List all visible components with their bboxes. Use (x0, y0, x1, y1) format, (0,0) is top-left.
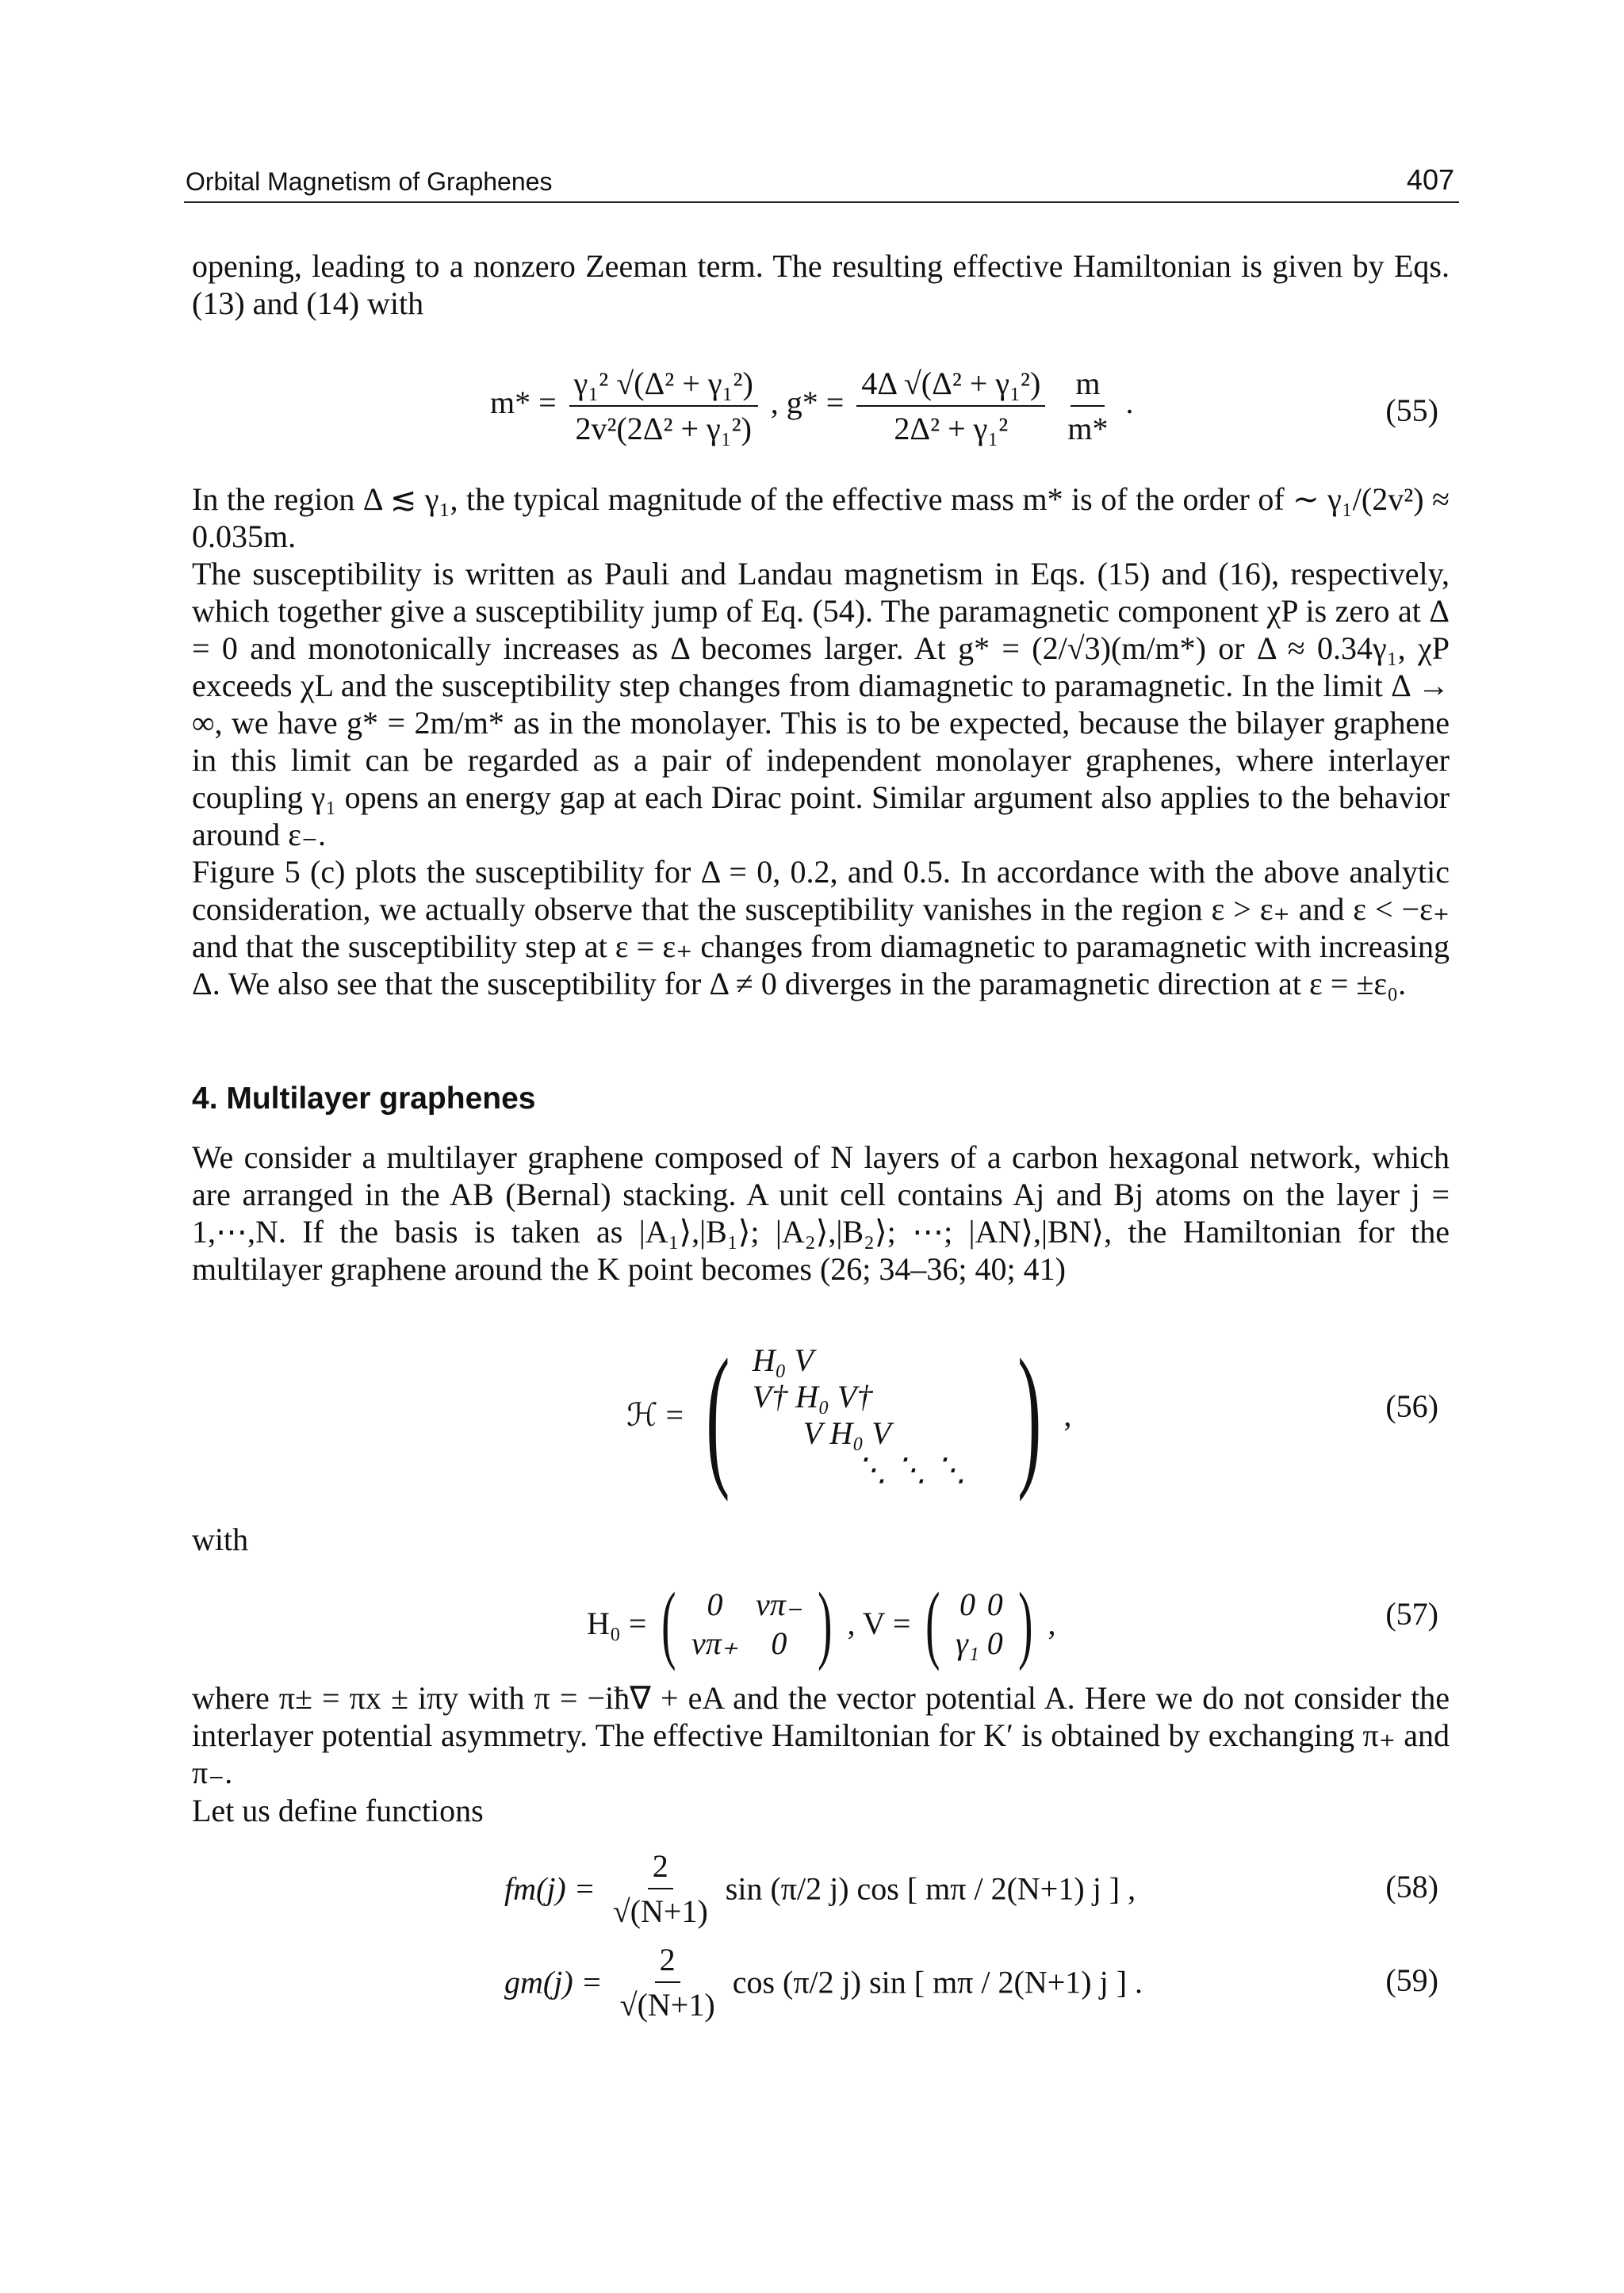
eq56-row: V† H₀ V† (752, 1378, 873, 1414)
left-paren-icon: ( (925, 1575, 940, 1671)
equation-number-57: (57) (1385, 1596, 1438, 1632)
eq56-lhs: ℋ = (626, 1397, 684, 1433)
equation-56 (0, 1316, 1624, 1503)
eq58-prefactor (608, 1847, 713, 1930)
eq59-denominator: √(N+1) (619, 1987, 715, 2023)
equation-number-55: (55) (1385, 392, 1438, 428)
eq59-prefactor (615, 1941, 720, 2023)
matrix-cell: vπ₋ (755, 1586, 802, 1622)
eq55-fraction-mass (569, 365, 758, 447)
paragraph-with: with (192, 1522, 249, 1557)
right-paren-icon: ) (818, 1575, 833, 1671)
equation-57 (0, 1570, 1624, 1671)
eq55-fraction-mass-ratio (1063, 365, 1113, 447)
right-paren-icon: ) (1017, 1575, 1033, 1671)
page-number: 407 (1406, 163, 1454, 196)
paragraph-vector-potential: where π± = πx ± iπy with π = −iħ∇ + eA and the vector potential A. Here we do not consider the interlayer potential asymmetry. The effective Hamiltonian for K′ is obtained by exchanging π₊ and π₋. (192, 1680, 1450, 1790)
matrix-cell: 0 (986, 1586, 1003, 1622)
matrix-cell: γ₁ (956, 1625, 979, 1661)
paragraph-figure5: Figure 5 (c) plots the susceptibility for Δ = 0, 0.2, and 0.5. In accordance with the above analytic consideration, we actually observe that the susceptibility vanishes in the region ε > ε₊ and ε < −ε₊ and that the susceptibility step at ε = ε₊ changes from diamagnetic to paramagnetic with increasing Δ. We also see that the susceptibility for Δ ≠ 0 diverges in the paramagnetic direction at ε = ±ε₀. (192, 854, 1450, 1001)
eq55-lhs-gfactor: , g* = (770, 385, 845, 421)
eq55-fraction-gfactor (856, 365, 1045, 447)
eq55-numerator-mass: γ₁² √(Δ² + γ₁²) (569, 365, 758, 407)
eq59-numerator: 2 (655, 1941, 680, 1983)
matrix-cell: 0 (771, 1625, 787, 1661)
eq55-period: . (1125, 385, 1134, 421)
eq55-numerator-gfactor: 4Δ √(Δ² + γ₁²) (856, 365, 1045, 407)
paragraph-susceptibility: The susceptibility is written as Pauli and Landau magnetism in Eqs. (15) and (16), respectively, which together give a susceptibility jump of Eq. (54). The paramagnetic component χP is zero at Δ = 0 and monotonically increases as Δ becomes larger. At g* = (2/√3)(m/m*) or Δ ≈ 0.34γ₁, χP exceeds χL and the susceptibility step changes from diamagnetic to paramagnetic. In the limit Δ → ∞, we have g* = 2m/m* as in the monolayer. This is to be expected, because the bilayer graphene in this limit can be regarded as a pair of independent monolayer graphenes, where interlayer coupling γ₁ opens an energy gap at each Dirac point. Similar argument also applies to the behavior around ε₋. (192, 556, 1450, 852)
matrix-cell: 0 (959, 1586, 975, 1622)
equation-58 (0, 1844, 1624, 1931)
matrix-cell: 0 (986, 1625, 1003, 1661)
paragraph-multilayer: We consider a multilayer graphene composed of N layers of a carbon hexagonal network, which are arranged in the AB (Bernal) stacking. A unit cell contains Aj and Bj atoms on the layer j = 1,⋯,N. If the basis is taken as |A₁⟩,|B₁⟩; |A₂⟩,|B₂⟩; ⋯; |AN⟩,|BN⟩, the Hamiltonian for the multilayer graphene around the K point becomes (26; 34–36; 40; 41) (192, 1139, 1450, 1287)
running-title: Orbital Magnetism of Graphenes (186, 167, 553, 196)
paragraph-intro: opening, leading to a nonzero Zeeman term. The resulting effective Hamiltonian is given by Eqs. (13) and (14) with (192, 248, 1450, 321)
left-paren-icon: ( (661, 1575, 676, 1671)
eq58-denominator: √(N+1) (612, 1893, 708, 1929)
running-header (184, 163, 1459, 203)
eq55-denominator-gfactor: 2Δ² + γ₁² (894, 411, 1009, 446)
eq56-row: V H₀ V (802, 1414, 891, 1451)
eq59-body: cos (π/2 j) sin [ mπ / 2(N+1) j ] . (732, 1964, 1143, 2000)
eq58-body: sin (π/2 j) cos [ mπ / 2(N+1) j ] , (725, 1870, 1136, 1907)
eq57-comma: , (1048, 1606, 1056, 1641)
eq56-row: H₀ V (752, 1342, 814, 1378)
left-paren-icon: ( (706, 1327, 730, 1503)
eq56-matrix (753, 1342, 967, 1488)
eq57-lhs-v: , V = (847, 1606, 911, 1641)
eq55-lhs-mass: m* = (490, 385, 557, 421)
equation-number-58: (58) (1385, 1869, 1438, 1904)
eq57-matrix-h0 (691, 1586, 802, 1662)
eq58-lhs: fm(j) = (504, 1870, 596, 1907)
eq58-numerator: 2 (648, 1847, 673, 1889)
section-heading: 4. Multilayer graphenes (192, 1081, 536, 1116)
eq57-lhs-h0: H₀ = (587, 1606, 647, 1641)
eq57-matrix-v (956, 1586, 1003, 1662)
equation-55 (0, 349, 1624, 460)
eq59-lhs: gm(j) = (504, 1964, 603, 2000)
paragraph-effective-mass: In the region Δ ≲ γ₁, the typical magnitude of the effective mass m* is of the order of ∼ γ₁/(2v²) ≈ 0.035m. (192, 481, 1450, 554)
eq56-comma: , (1063, 1397, 1072, 1433)
paragraph-define-functions: Let us define functions (192, 1793, 484, 1828)
equation-number-56: (56) (1385, 1388, 1438, 1424)
matrix-cell: vπ₊ (691, 1625, 738, 1661)
matrix-cell: 0 (707, 1586, 723, 1622)
eq55-denominator-mass: 2v²(2Δ² + γ₁²) (575, 411, 752, 446)
eq56-row: ⋱ ⋱ ⋱ (855, 1451, 967, 1487)
eq55-numerator-m: m (1071, 365, 1105, 407)
equation-59 (0, 1938, 1624, 2025)
eq55-denominator-mstar: m* (1067, 411, 1109, 446)
right-paren-icon: ) (1017, 1327, 1041, 1503)
equation-number-59: (59) (1385, 1962, 1438, 1998)
